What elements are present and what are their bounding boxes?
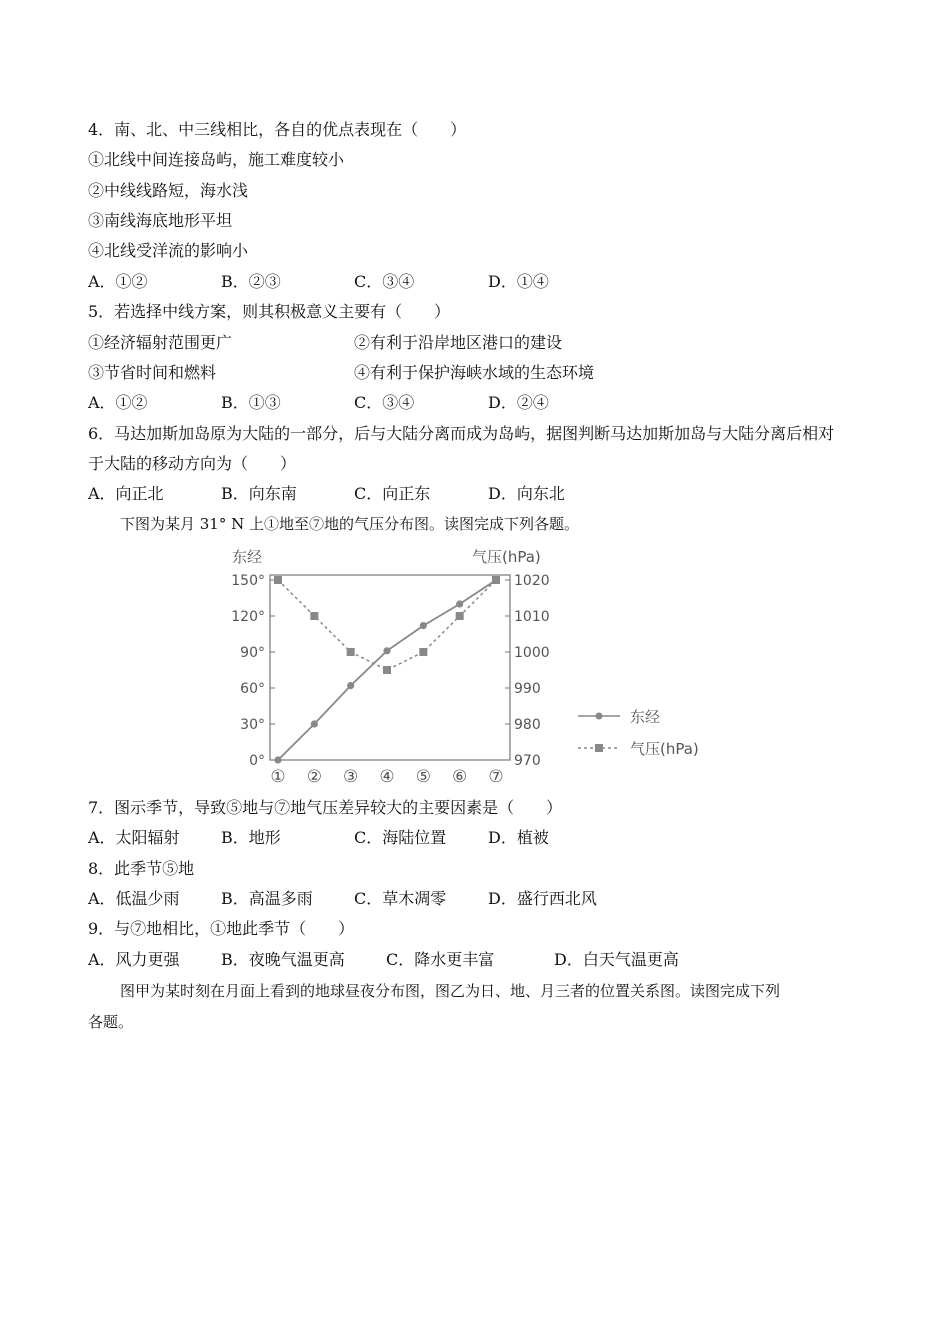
q5-item-4: ④有利于保护海峡水域的生态环境 [354, 363, 595, 382]
category-label: ⑥ [452, 767, 468, 787]
q8-option-a: A．低温少雨 [88, 889, 180, 908]
q5-option-d: D．②④ [488, 393, 549, 412]
q8-option-d: D．盛行西北风 [488, 889, 597, 908]
right-tick-label: 990 [514, 681, 541, 697]
q4-item-4: ④北线受洋流的影响小 [88, 241, 249, 260]
pressure-point [492, 576, 500, 584]
category-label: ④ [379, 767, 395, 787]
pressure-series-line [278, 580, 496, 670]
q5-item-3: ③节省时间和燃料 [88, 363, 217, 382]
right-tick-label: 970 [514, 753, 541, 769]
q4-option-d: D．①④ [488, 272, 549, 291]
legend-longitude-marker [596, 713, 603, 720]
legend-pressure-label: 气压(hPa) [630, 740, 699, 758]
q8-option-c: C．草木凋零 [354, 889, 447, 908]
legend-pressure-marker [595, 744, 603, 752]
q5-option-a: A．①② [88, 393, 148, 412]
longitude-point [383, 647, 390, 654]
q6-option-b: B．向东南 [221, 484, 297, 503]
left-axis-label: 东经 [232, 548, 263, 566]
right-tick-label: 1010 [514, 609, 550, 625]
longitude-point [347, 682, 354, 689]
q6-stem-line1: 6．马达加斯加岛原为大陆的一部分，后与大陆分离而成为岛屿，据图判断马达加斯加岛与大陆分离后相对 [88, 424, 835, 443]
intro-pressure-chart: 下图为某月 31° N 上①地至⑦地的气压分布图。读图完成下列各题。 [120, 515, 580, 533]
q4-option-a: A．①② [88, 272, 148, 291]
category-label: ⑤ [415, 767, 431, 787]
pressure-point [347, 648, 355, 656]
category-label: ② [306, 767, 322, 787]
q7-option-a: A．太阳辐射 [88, 828, 180, 847]
q6-option-a: A．向正北 [88, 484, 164, 503]
q6-option-c: C．向正东 [354, 484, 431, 503]
left-tick-label: 60° [240, 681, 265, 697]
right-tick-label: 1020 [514, 573, 550, 589]
q9-option-c: C．降水更丰富 [386, 950, 495, 969]
intro-earth-moon-line1: 图甲为某时刻在月面上看到的地球昼夜分布图，图乙为日、地、月三者的位置关系图。读图完成下列 [120, 982, 781, 1000]
q5-item-1: ①经济辐射范围更广 [88, 333, 233, 352]
q7-option-c: C．海陆位置 [354, 828, 447, 847]
q7-option-d: D．植被 [488, 828, 549, 847]
category-label: ③ [343, 767, 359, 787]
q9-option-a: A．风力更强 [88, 950, 180, 969]
q4-option-b: B．②③ [221, 272, 281, 291]
q5-option-b: B．①③ [221, 393, 281, 412]
pressure-point [419, 648, 427, 656]
q5-item-2: ②有利于沿岸地区港口的建设 [354, 333, 563, 352]
q9-option-b: B．夜晚气温更高 [221, 950, 345, 969]
left-tick-label: 30° [240, 717, 265, 733]
category-label: ① [270, 767, 286, 787]
q7-stem: 7．图示季节，导致⑤地与⑦地气压差异较大的主要因素是（ ） [88, 798, 563, 817]
longitude-point [311, 720, 318, 727]
left-tick-label: 90° [240, 645, 265, 661]
q4-item-1: ①北线中间连接岛屿，施工难度较小 [88, 150, 345, 169]
q6-stem-line2: 于大陆的移动方向为（ ） [88, 454, 297, 473]
pressure-point [310, 612, 318, 620]
longitude-point [274, 756, 281, 763]
q4-stem: 4．南、北、中三线相比，各自的优点表现在（ ） [88, 120, 467, 139]
left-tick-label: 150° [231, 573, 265, 589]
left-tick-label: 120° [231, 609, 265, 625]
q7-option-b: B．地形 [221, 828, 281, 847]
q5-stem: 5．若选择中线方案，则其积极意义主要有（ ） [88, 302, 451, 321]
q9-option-d: D．白天气温更高 [554, 950, 679, 969]
right-axis-label: 气压(hPa) [472, 548, 541, 566]
left-tick-label: 0° [249, 753, 265, 769]
pressure-point [456, 612, 464, 620]
q4-option-c: C．③④ [354, 272, 415, 291]
legend-longitude-label: 东经 [630, 708, 661, 726]
right-tick-label: 980 [514, 717, 541, 733]
q5-option-c: C．③④ [354, 393, 415, 412]
q9-stem: 9．与⑦地相比，①地此季节（ ） [88, 919, 355, 938]
intro-earth-moon-line2: 各题。 [88, 1013, 134, 1031]
longitude-point [420, 622, 427, 629]
q4-item-2: ②中线线路短，海水浅 [88, 181, 249, 200]
category-label: ⑦ [488, 767, 504, 787]
q8-option-b: B．高温多雨 [221, 889, 313, 908]
q6-option-d: D．向东北 [488, 484, 565, 503]
longitude-point [456, 600, 463, 607]
right-tick-label: 1000 [514, 645, 550, 661]
pressure-point [383, 666, 391, 674]
q8-stem: 8．此季节⑤地 [88, 859, 195, 878]
q4-item-3: ③南线海底地形平坦 [88, 211, 233, 230]
pressure-point [274, 576, 282, 584]
pressure-longitude-chart [220, 540, 720, 790]
